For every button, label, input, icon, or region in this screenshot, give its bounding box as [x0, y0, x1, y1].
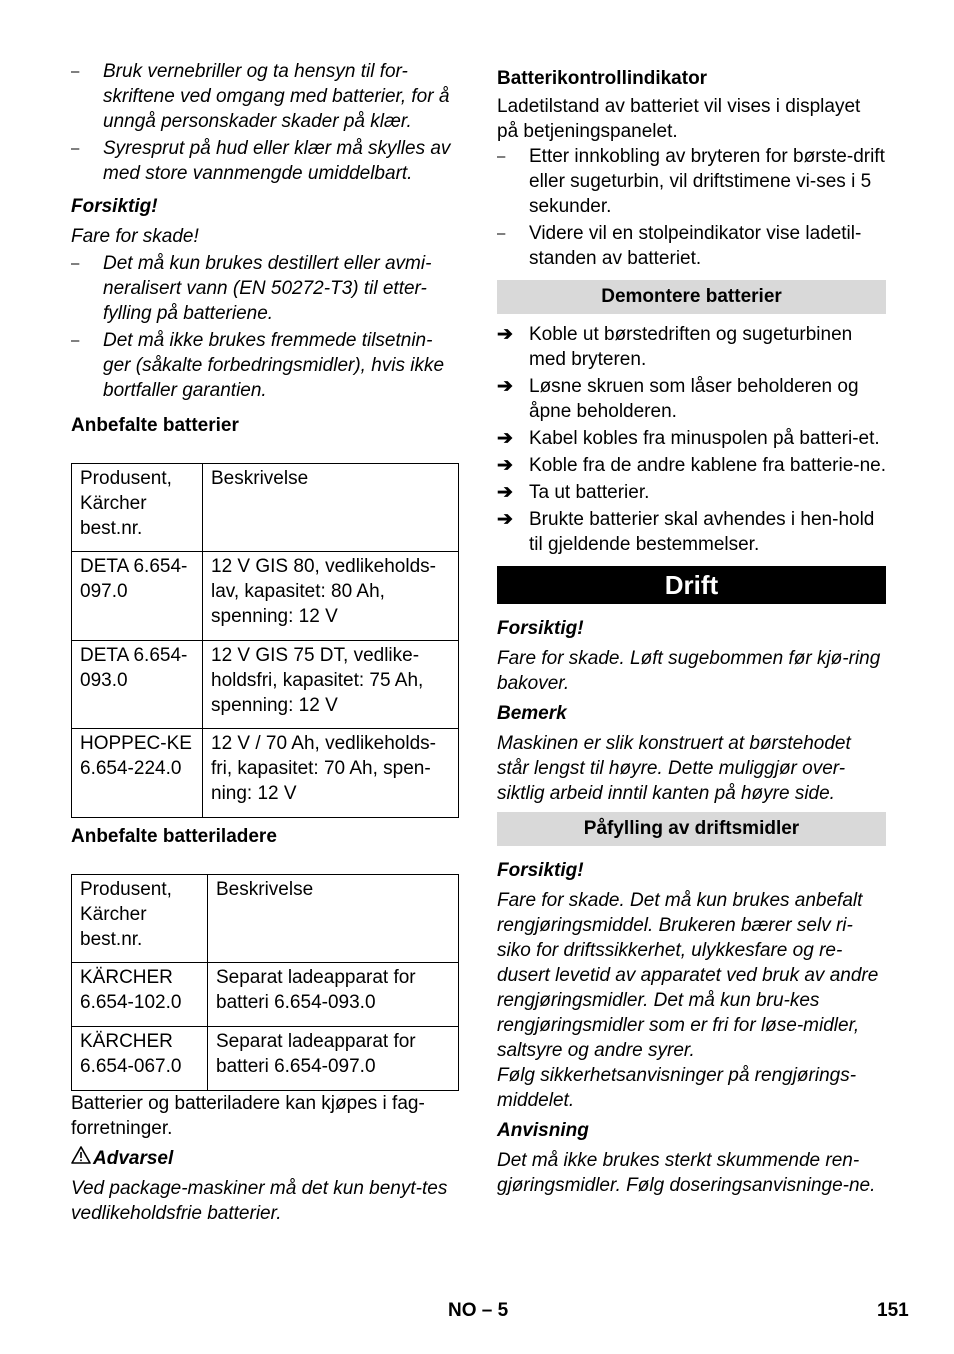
list-item: – Etter innkobling av bryteren for børste-drift eller sugeturbin, vil driftstimene vi-ses i 5 sekunder.	[497, 144, 886, 219]
warning-title: Advarsel	[93, 1148, 174, 1169]
list-item: ➔ Ta ut batterier.	[497, 482, 650, 503]
drift-heading: Drift	[497, 566, 886, 604]
table-row	[72, 641, 459, 729]
instruction-text: Det må ikke brukes sterkt skummende ren-gjøringsmidler. Følg doseringsanvisninge-ne.	[497, 1150, 876, 1196]
warning-triangle-icon	[71, 1146, 93, 1171]
list-item: ➔ Brukte batterier skal avhendes i hen-hold til gjeldende bestemmelser.	[497, 509, 875, 555]
section-heading: Anbefalte batteriladere	[71, 826, 277, 847]
table-cell: Produsent, Kärcher best.nr.	[72, 464, 203, 552]
table-row	[72, 729, 459, 818]
warning-heading	[71, 1146, 459, 1171]
table-cell: Separat ladeapparat for batteri 6.654-093.0	[208, 963, 459, 1027]
remove-batteries-heading: Demontere batterier	[497, 280, 886, 314]
table-cell: HOPPEC-KE 6.654-224.0	[72, 729, 203, 818]
table-cell: 12 V GIS 80, vedlikeholds-lav, kapasitet: 80 Ah, spenning: 12 V	[203, 552, 459, 641]
warning-text: Ved package-maskiner må det kun benyt-tes vedlikeholdsfrie batterier.	[71, 1178, 448, 1224]
table-cell: DETA 6.654-093.0	[72, 641, 203, 729]
table-cell: Separat ladeapparat for batteri 6.654-097.0	[208, 1027, 459, 1091]
table-cell: Beskrivelse	[203, 464, 459, 552]
refill-heading: Påfylling av driftsmidler	[497, 812, 886, 846]
arrow-right-icon: ➔	[497, 324, 513, 345]
table-row	[72, 963, 459, 1027]
caution-title: Forsiktig!	[497, 618, 584, 639]
caution-text: Fare for skade. Det må kun brukes anbefalt rengjøringsmiddel. Brukeren bærer selv ri-siko for driftssikkerhet, ulykkesfare og re-dusert levetid av apparatet ved bruk av andre rengjøringsmidler. Det må kun bru-kes rengjøringsmidler som er fri for løse-midler, saltsyre og andre syrer.	[497, 890, 879, 1061]
arrow-right-icon: ➔	[497, 428, 513, 449]
section-heading: Anbefalte batterier	[71, 415, 239, 436]
caution-text-2: Følg sikkerhetsanvisninger på rengjørings-middelet.	[497, 1065, 857, 1111]
arrow-right-icon: ➔	[497, 482, 513, 503]
section-page-label: NO – 5	[448, 1300, 509, 1321]
page-number: 151	[877, 1300, 909, 1321]
chargers-table	[71, 874, 459, 1091]
list-item: ➔ Koble ut børstedriften og sugeturbinen med bryteren.	[497, 324, 853, 370]
section-heading: Batterikontrollindikator	[497, 68, 708, 89]
arrow-right-icon: ➔	[497, 455, 513, 476]
table-row	[72, 1027, 459, 1091]
list-item: ➔ Løsne skruen som låser beholderen og åpne beholderen.	[497, 376, 859, 422]
table-header-row	[72, 875, 459, 963]
caution-text: Fare for skade. Løft sugebommen før kjø-ring bakover.	[497, 648, 881, 694]
left-column	[71, 59, 459, 1226]
table-cell: Beskrivelse	[208, 875, 459, 963]
table-cell: 12 V / 70 Ah, vedlikeholds-fri, kapasitet: 70 Ah, spen-ning: 12 V	[203, 729, 459, 818]
list-item: – Det må ikke brukes fremmede tilsetnin-ger (såkalte forbedringsmidler), hvis ikke bortfaller garantien.	[71, 328, 459, 403]
list-item: – Videre vil en stolpeindikator vise ladetil-standen av batteriet.	[497, 221, 886, 271]
arrow-right-icon: ➔	[497, 509, 513, 530]
note-title: Bemerk	[497, 703, 567, 724]
buy-text: Batterier og batteriladere kan kjøpes i fag-forretninger.	[71, 1093, 425, 1139]
list-item: ➔ Koble fra de andre kablene fra batterie-ne.	[497, 455, 887, 476]
list-item: ➔ Kabel kobles fra minuspolen på batteri-et.	[497, 428, 880, 449]
caution-title: Forsiktig!	[71, 196, 158, 217]
batteries-table	[71, 463, 459, 818]
list-item: – Syresprut på hud eller klær må skylles av med store vannmengde umiddelbart.	[71, 136, 459, 186]
table-cell: KÄRCHER 6.654-102.0	[72, 963, 208, 1027]
note-text: Maskinen er slik konstruert at børstehodet står lengst til høyre. Dette muliggjør over-siktlig arbeid inntil kanten på høyre side.	[497, 733, 851, 804]
arrow-right-icon: ➔	[497, 376, 513, 397]
table-cell: DETA 6.654-097.0	[72, 552, 203, 641]
right-column	[497, 66, 886, 1198]
list-item: – Bruk vernebriller og ta hensyn til for-skriftene ved omgang med batterier, for å unngå personskader skader på klær.	[71, 59, 459, 134]
table-cell: Produsent, Kärcher best.nr.	[72, 875, 208, 963]
table-row	[72, 552, 459, 641]
table-header-row	[72, 464, 459, 552]
indicator-text: Ladetilstand av batteriet vil vises i displayet på betjeningspanelet.	[497, 96, 861, 142]
caution-title: Forsiktig!	[497, 860, 584, 881]
list-item: – Det må kun brukes destillert eller avmi-neralisert vann (EN 50272-T3) til etter-fylling på batteriene.	[71, 251, 459, 326]
table-cell: KÄRCHER 6.654-067.0	[72, 1027, 208, 1091]
instruction-title: Anvisning	[497, 1120, 589, 1141]
table-cell: 12 V GIS 75 DT, vedlike-holdsfri, kapasitet: 75 Ah, spenning: 12 V	[203, 641, 459, 729]
caution-text: Fare for skade!	[71, 226, 199, 247]
